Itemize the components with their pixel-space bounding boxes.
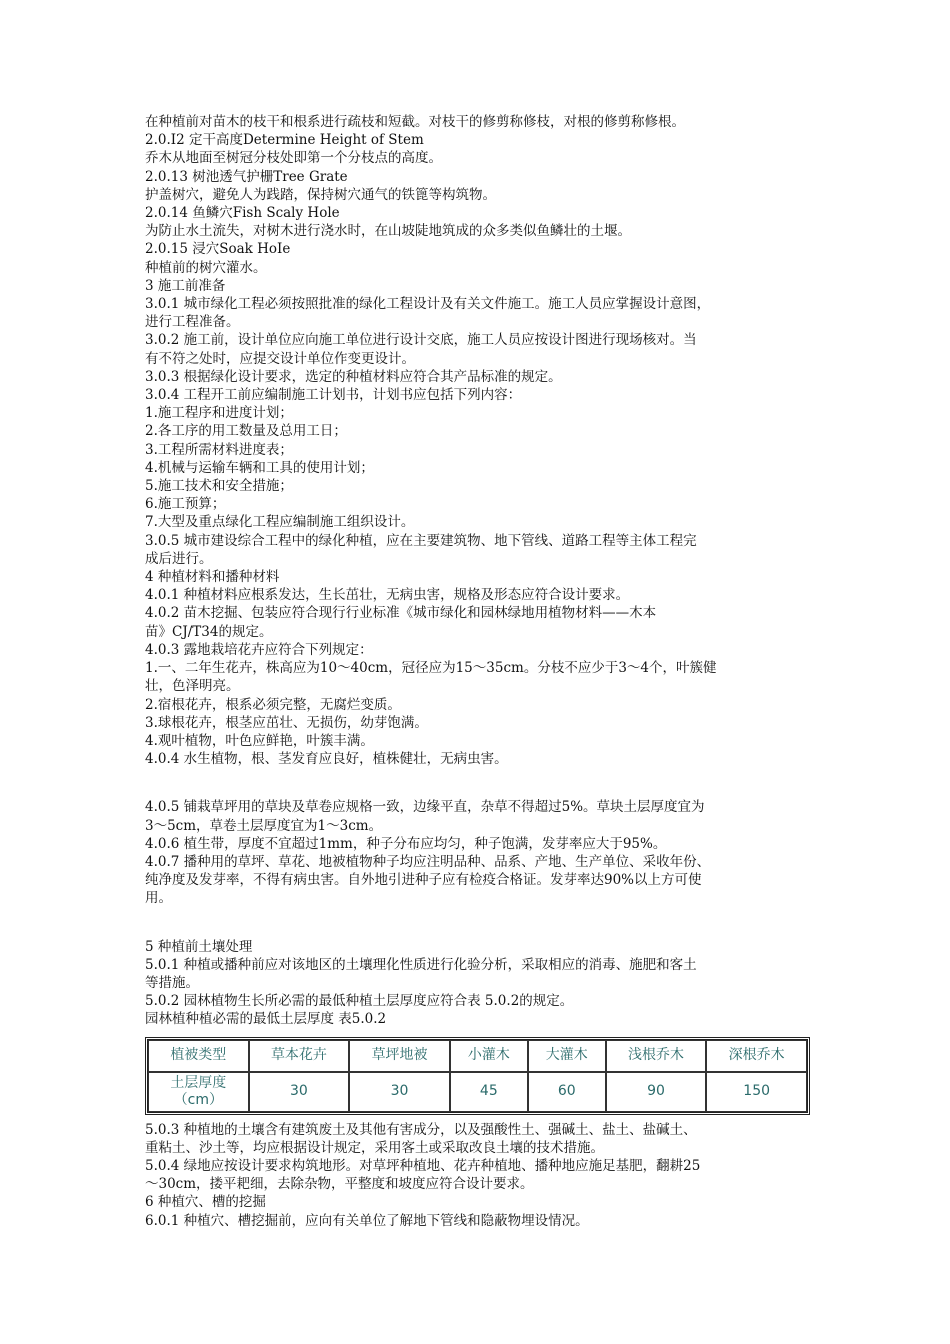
text-line: 园林植种植必需的最低土层厚度 表5.0.2 [145,1011,387,1028]
text-line: 3.0.4 工程开工前应编制施工计划书，计划书应包括下列内容： [145,387,522,404]
text-line: 5.0.3 种植地的土壤含有建筑废土及其他有害成分，以及强酸性土、强碱土、盐土、盐碱土、 [145,1121,697,1138]
text-line: 有不符之处时，应提交设计单位作变更设计。 [145,350,415,367]
table-header-cell: 小灌木 [450,1040,528,1072]
text-line: 5.0.4 绿地应按设计要求构筑地形。对草坪种植地、花卉种植地、播种地应施足基肥，翻耕25 [145,1157,701,1174]
text-block-terms-and-preparation [145,113,815,768]
text-line: 3.球根花卉，根茎应茁壮、无损伤，幼芽饱满。 [145,714,428,731]
soil-thickness-table [145,1037,810,1115]
text-block-lawn-materials [145,798,815,907]
text-line: 2.宿根花卉，根系必须完整，无腐烂变质。 [145,696,401,713]
text-line: 6.0.1 种植穴、槽挖掘前，应向有关单位了解地下管线和隐蔽物埋设情况。 [145,1212,589,1229]
text-line: 4 种植材料和播种材料 [145,569,280,586]
text-line: 6 种植穴、槽的挖掘 [145,1194,266,1211]
row-label-line: 土层厚度 [170,1074,227,1091]
table-header-cell: 草本花卉 [249,1040,350,1072]
text-line: 1.施工程序和进度计划； [145,405,293,422]
table-row-label [148,1072,249,1112]
text-line: 1.一、二年生花卉，株高应为10～40cm，冠径应为15～35cm。分枝不应少于3～4个，叶簇健 [145,660,717,677]
text-line: 4.0.3 露地栽培花卉应符合下列规定： [145,641,373,658]
document-page [145,113,815,1230]
table-header-cell: 深根乔木 [706,1040,807,1072]
text-line: 纯净度及发芽率，不得有病虫害。自外地引进种子应有检疫合格证。发芽率达90%以上方可使 [145,872,702,889]
text-line: 苗》CJ/T34的规定。 [145,623,273,640]
text-line: 2.0.13 树池透气护栅Tree Grate [145,168,348,185]
table-cell: 30 [349,1072,450,1112]
text-line: 3.0.3 根据绿化设计要求，选定的种植材料应符合其产品标准的规定。 [145,368,562,385]
text-line: 5.0.2 园林植物生长所必需的最低种植土层厚度应符合表 5.0.2的规定。 [145,993,574,1010]
text-line: 进行工程准备。 [145,314,240,331]
text-line: 7.大型及重点绿化工程应编制施工组织设计。 [145,514,415,531]
text-line: 5.施工技术和安全措施； [145,478,293,495]
text-line: 3.0.2 施工前，设计单位应向施工单位进行设计交底，施工人员应按设计图进行现场核对。当 [145,332,697,349]
text-line: 2.0.14 鱼鳞穴Fish Scaly Hole [145,205,340,222]
text-line: 3.0.5 城市建设综合工程中的绿化种植，应在主要建筑物、地下管线、道路工程等主体工程完 [145,532,697,549]
table-cell: 30 [249,1072,350,1112]
text-line: 4.0.2 苗木挖掘、包装应符合现行行业标准《城市绿化和园林绿地用植物材料——木本 [145,605,657,622]
text-line: 2.各工序的用工数量及总用工日； [145,423,347,440]
text-line: 种植前的树穴灌水。 [145,259,267,276]
table-header-cell: 浅根乔木 [606,1040,707,1072]
table-header-cell: 大灌木 [528,1040,606,1072]
text-line: 2.0.I2 定干高度Determine Height of Stem [145,132,424,149]
blank-gap [145,768,815,798]
text-block-soil-treatment [145,938,815,1029]
table-cell: 90 [606,1072,707,1112]
text-line: 用。 [145,890,172,907]
table-row [148,1072,807,1112]
text-line: 在种植前对苗木的枝干和根系进行疏枝和短截。对枝干的修剪称修枝，对根的修剪称修根。 [145,114,685,130]
text-line: 4.观叶植物，叶色应鲜艳，叶簇丰满。 [145,732,374,749]
blank-gap [145,908,815,938]
table-cell: 150 [706,1072,807,1112]
text-line: 壮，色泽明亮。 [145,678,240,695]
text-line: 乔木从地面至树冠分枝处即第一个分枝点的高度。 [145,150,442,167]
text-line: 6.施工预算； [145,496,226,513]
text-line: 重粘土、沙土等，均应根据设计规定，采用客土或采取改良土壤的技术措施。 [145,1139,604,1156]
text-line: 等措施。 [145,974,199,991]
text-line: ～30cm，搂平耙细，去除杂物，平整度和坡度应符合设计要求。 [145,1176,534,1193]
text-line: 护盖树穴，避免人为践踏，保持树穴通气的铁篦等构筑物。 [145,186,496,203]
text-line: 为防止水土流失，对树木进行浇水时，在山坡陡地筑成的众多类似鱼鳞壮的土堰。 [145,223,631,240]
table-cell: 45 [450,1072,528,1112]
text-line: 3.0.1 城市绿化工程必须按照批准的绿化工程设计及有关文件施工。施工人员应掌握设计意图， [145,296,711,313]
text-line: 成后进行。 [145,550,213,567]
text-line: 3～5cm，草卷土层厚度宜为1～3cm。 [145,817,383,834]
text-line: 4.0.4 水生植物，根、茎发育应良好，植株健壮，无病虫害。 [145,751,508,768]
text-line: 4.机械与运输车辆和工具的使用计划； [145,459,374,476]
text-line: 4.0.1 种植材料应根系发达，生长茁壮，无病虫害，规格及形态应符合设计要求。 [145,587,630,604]
text-line: 4.0.5 铺栽草坪用的草块及草卷应规格一致，边缘平直，杂草不得超过5%。草块土层厚度宜为 [145,799,705,816]
text-line: 3 施工前准备 [145,277,226,294]
table-header-row [148,1040,807,1072]
table-cell: 60 [528,1072,606,1112]
table-header-cell: 植被类型 [148,1040,249,1072]
text-block-soil-and-pits [145,1121,815,1230]
text-line: 3.工程所需材料进度表； [145,441,293,458]
table-header-cell: 草坪地被 [349,1040,450,1072]
row-label-unit: （cm） [173,1091,223,1108]
text-line: 2.0.15 浸穴Soak HoIe [145,241,291,258]
text-line: 4.0.7 播种用的草坪、草花、地被植物种子均应注明品种、品系、产地、生产单位、采收年份、 [145,853,711,870]
text-line: 5.0.1 种植或播种前应对该地区的土壤理化性质进行化验分析，采取相应的消毒、施肥和客土 [145,956,697,973]
text-line: 4.0.6 植生带，厚度不宜超过1mm，种子分布应均匀，种子饱满，发芽率应大于95%。 [145,835,667,852]
text-line: 5 种植前土壤处理 [145,938,253,955]
